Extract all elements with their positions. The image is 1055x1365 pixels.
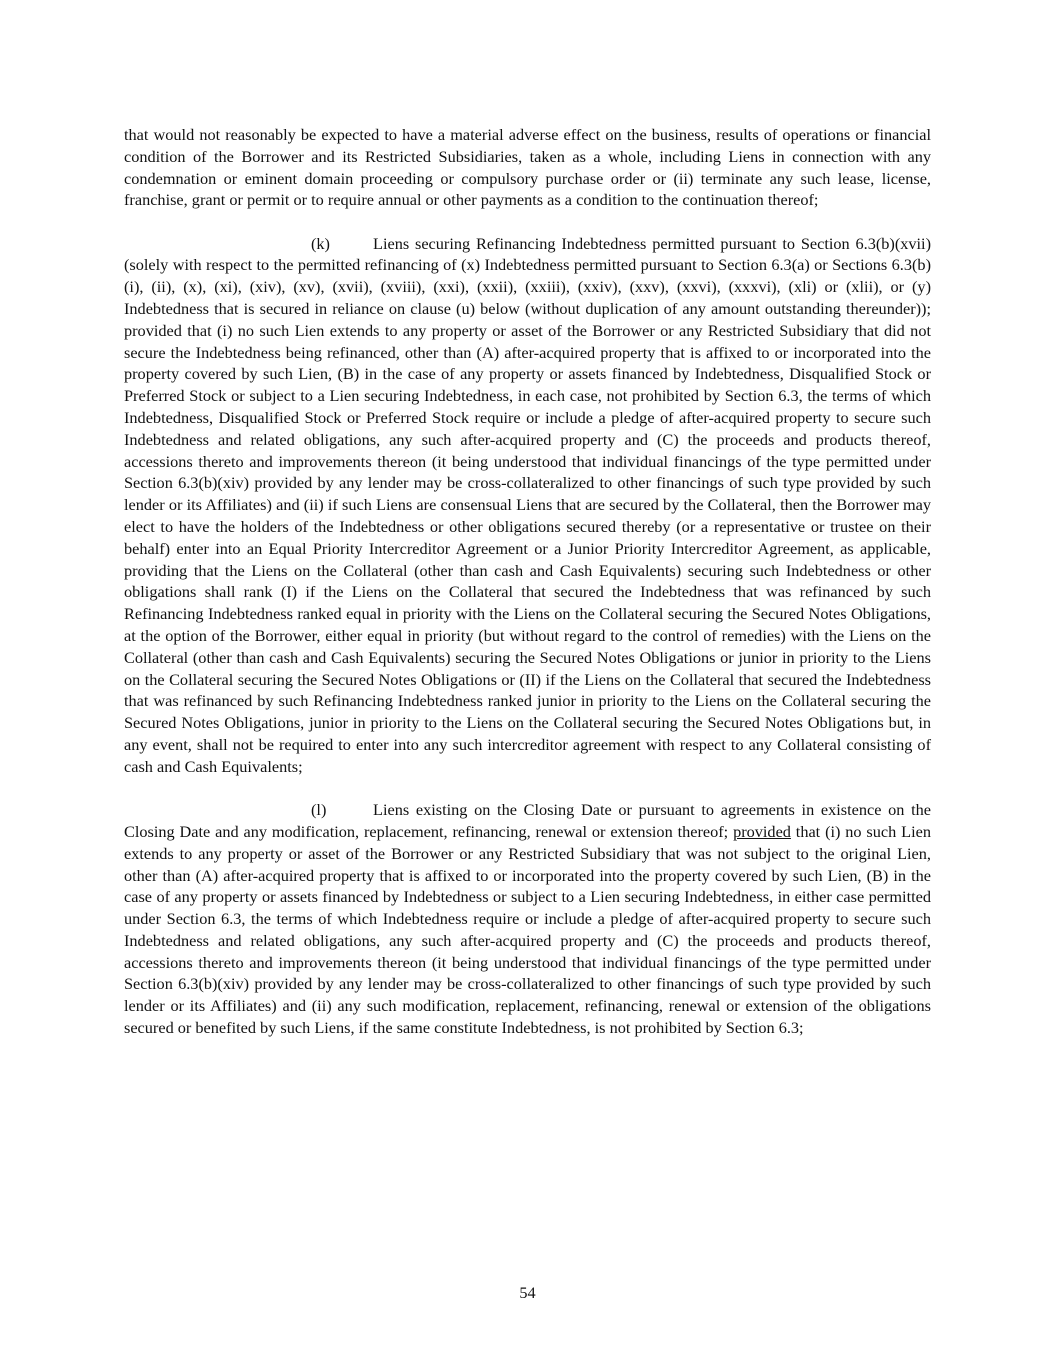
clause-label-l: (l): [311, 800, 327, 820]
paragraph-l: [124, 799, 931, 1039]
paragraph-spacer: [124, 211, 931, 233]
paragraph-spacer: [124, 778, 931, 800]
clause-text-k: Liens securing Refinancing Indebtedness permitted pursuant to Section 6.3(b)(xvii) (solely with respect to the permitted refinancing of (x) Indebtedness permitted pursuant to Section 6.3(a) or Sections 6.3(b)(i), (ii), (x), (xi), (xiv), (xv), (xvii), (xviii), (xxi), (xxii), (xxiii), (xxiv), (xxv), (xxvi), (xxxvi), (xli) or (xlii), or (y) Indebtedness that is secured in reliance on clause (u) below (without duplication of any amount outstanding thereunder)); provided that (i) no such Lien extends to any property or asset of the Borrower or any Restricted Subsidiary that did not secure the Indebtedness being refinanced, other than (A) after-acquired property that is affixed to or incorporated into the property covered by such Lien, (B) in the case of any property or assets financed by Indebtedness, Disqualified Stock or Preferred Stock or subject to a Lien securing Indebtedness, in each case, not prohibited by Section 6.3, the terms of which Indebtedness, Disqualified Stock or Preferred Stock require or include a pledge of after-acquired property to secure such Indebtedness and related obligations, any such after-acquired property and (C) the proceeds and products thereof, accessions thereto and improvements thereon (it being understood that individual financings of the type permitted under Section 6.3(b)(xiv) provided by any lender may be cross-collateralized to other financings of such type provided by such lender or its Affiliates) and (ii) if such Liens are consensual Liens that are secured by the Collateral, then the Borrower may elect to have the holders of the Indebtedness or other obligations secured thereby (or a representative or trustee on their behalf) enter into an Equal Priority Intercreditor Agreement or a Junior Priority Intercreditor Agreement, as applicable, providing that the Liens on the Collateral (other than cash and Cash Equivalents) securing such Indebtedness or other obligations shall rank (I) if the Liens on the Collateral that secured the Indebtedness that was refinanced by such Refinancing Indebtedness ranked equal in priority with the Liens on the Collateral securing the Secured Notes Obligations, at the option of the Borrower, either equal in priority (but without regard to the control of remedies) with the Liens on the Collateral (other than cash and Cash Equivalents) securing the Secured Notes Obligations or junior in priority to the Liens on the Collateral securing the Secured Notes Obligations or (II) if the Liens on the Collateral that secured the Indebtedness that was refinanced by such Refinancing Indebtedness ranked junior in priority to the Liens on the Collateral securing the Secured Notes Obligations, junior in priority to the Liens on the Collateral securing the Secured Notes Obligations but, in any event, shall not be required to enter into any such intercreditor agreement with respect to any Collateral consisting of cash and Cash Equivalents;: [124, 233, 931, 776]
clause-text-l-after: that (i) no such Lien extends to any property or asset of the Borrower or any Restricted Subsidiary that was not subject to the original Lien, other than (A) after-acquired property that is affixed to or incorporated into the property covered by such Lien, (B) in the case of any property or assets financed by Indebtedness or subject to a Lien securing Indebtedness, in either case permitted under Section 6.3, the terms of which Indebtedness require or include a pledge of after-acquired property to secure such Indebtedness and related obligations, any such after-acquired property and (C) the proceeds and products thereof, accessions thereto and improvements thereon (it being understood that individual financings of the type permitted under Section 6.3(b)(xiv) provided by any lender may be cross-collateralized to other financings of such type provided by such lender or its Affiliates) and (ii) any such modification, replacement, refinancing, renewal or extension of the obligations secured or benefited by such Liens, if the same constitute Indebtedness, is not prohibited by Section 6.3;: [124, 821, 931, 1038]
document-page: [124, 124, 931, 1039]
clause-label-k: (k): [311, 233, 330, 253]
page-number: 54: [519, 1283, 536, 1302]
clause-text-l-before: Liens existing on the Closing Date or pursuant to agreements in existence on the Closing Date and any modification, replacement, refinancing, renewal or extension thereof;: [124, 800, 931, 841]
paragraph-continuation: that would not reasonably be expected to have a material adverse effect on the business, results of operations or financial condition of the Borrower and its Restricted Subsidiaries, taken as a whole, including Liens in connection with any condemnation or eminent domain proceeding or compulsory purchase order or (ii) terminate any such lease, license, franchise, grant or permit or to require annual or other payments as a condition to the continuation thereof;: [124, 125, 931, 210]
paragraph-k: [124, 233, 931, 778]
underlined-term-provided: provided: [733, 821, 791, 841]
